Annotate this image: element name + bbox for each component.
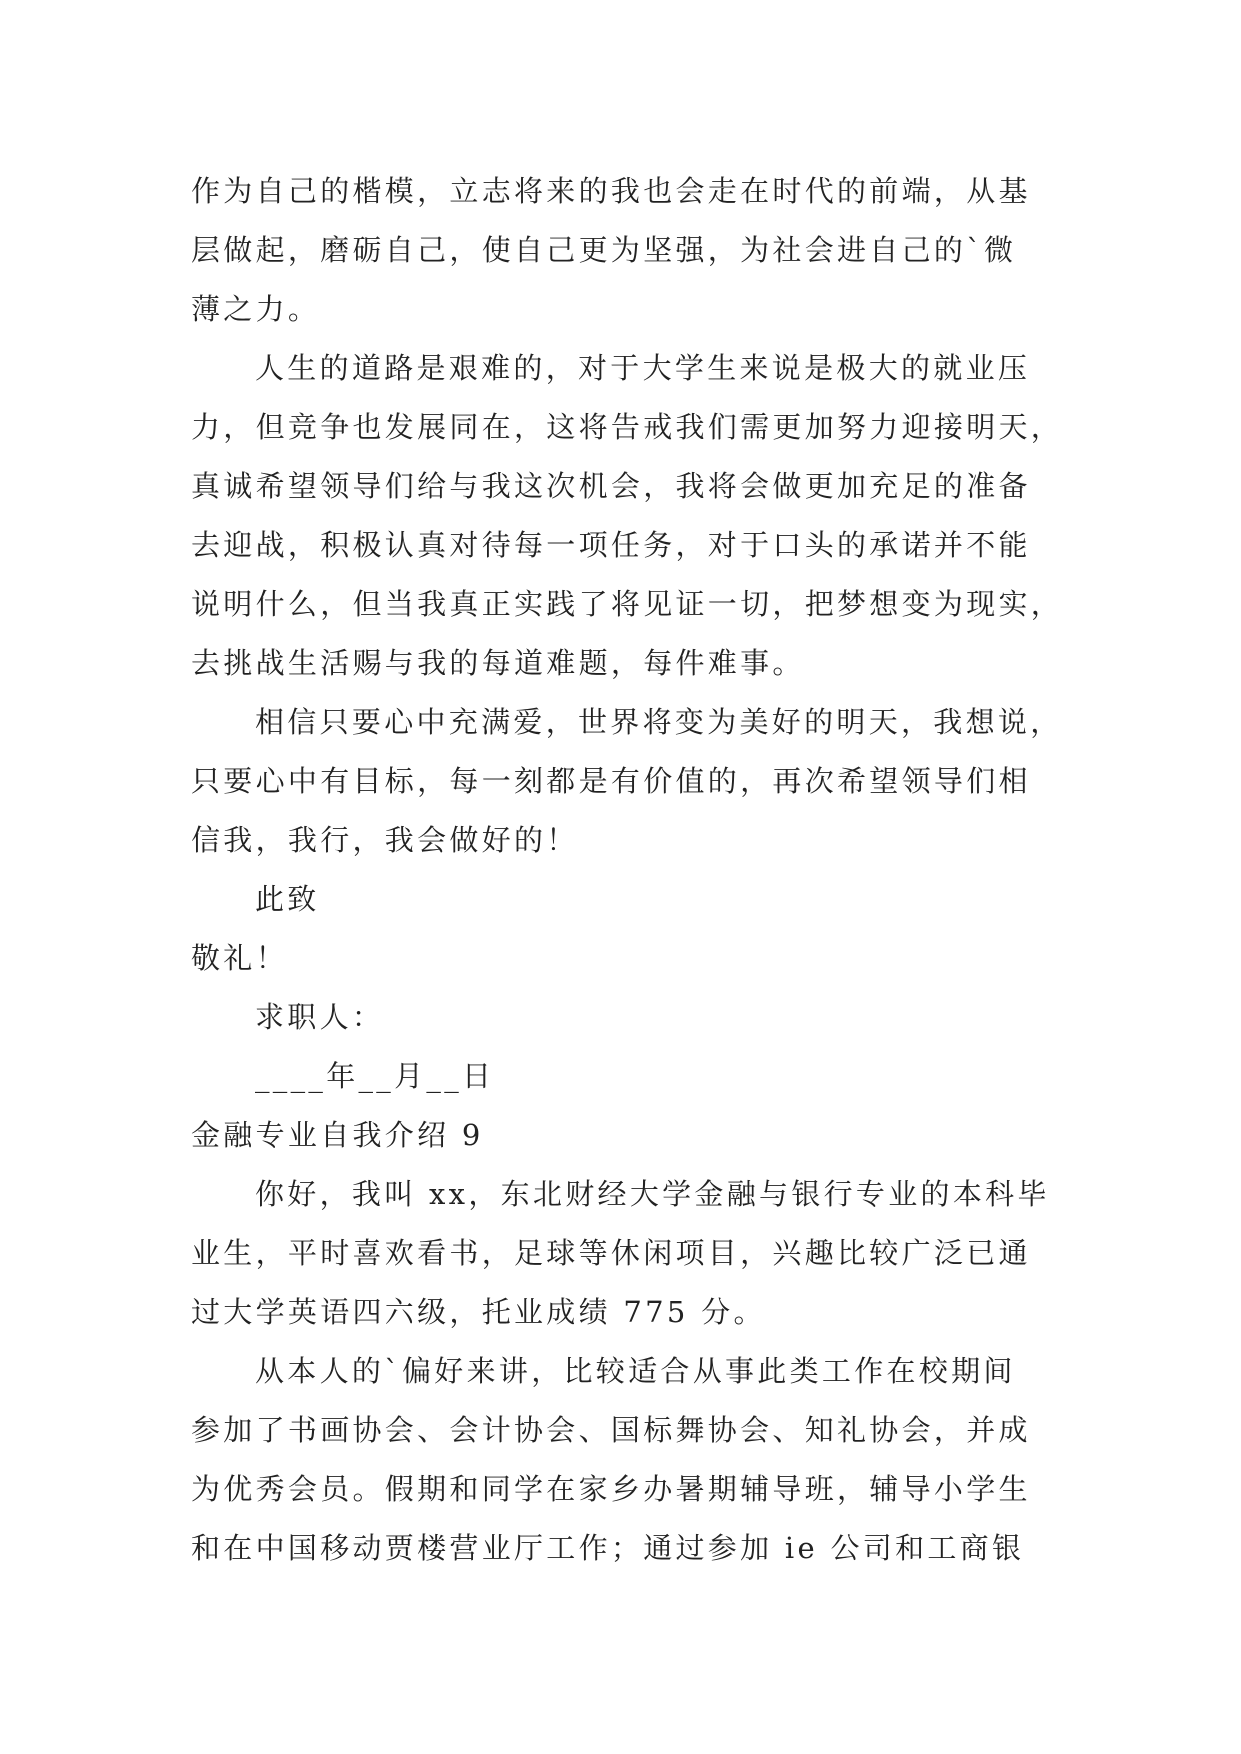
text-line: 和在中国移动贾楼营业厅工作；通过参加 ie 公司和工商银: [191, 1531, 1025, 1565]
text-line: 作为自己的楷模，立志将来的我也会走在时代的前端，从基: [191, 174, 1031, 208]
paragraph-first-line: 相信只要心中充满爱，世界将变为美好的明天，我想说，: [255, 705, 1063, 739]
text-line: 金融专业自我介绍 9: [191, 1118, 484, 1152]
text-line: 过大学英语四六级，托业成绩 775 分。: [191, 1295, 766, 1329]
text-line: 为优秀会员。假期和同学在家乡办暑期辅导班，辅导小学生: [191, 1472, 1031, 1506]
text-line: 敬礼！: [191, 941, 288, 975]
text-line: 去挑战生活赐与我的每道难题，每件难事。: [191, 646, 805, 680]
text-line: 去迎战，积极认真对待每一项任务，对于口头的承诺并不能: [191, 528, 1031, 562]
paragraph-first-line: ____年__月__日: [255, 1059, 495, 1093]
paragraph-first-line: 人生的道路是艰难的，对于大学生来说是极大的就业压: [255, 351, 1031, 385]
text-line: 只要心中有目标，每一刻都是有价值的，再次希望领导们相: [191, 764, 1031, 798]
text-line: 业生，平时喜欢看书，足球等休闲项目，兴趣比较广泛已通: [191, 1236, 1031, 1270]
paragraph-first-line: 你好，我叫 xx，东北财经大学金融与银行专业的本科毕: [255, 1177, 1050, 1211]
text-line: 层做起，磨砺自己，使自己更为坚强，为社会进自己的`微: [191, 233, 1017, 267]
document-body: [191, 162, 1064, 1578]
text-line: 参加了书画协会、会计协会、国标舞协会、知礼协会，并成: [191, 1413, 1031, 1447]
text-line: 真诚希望领导们给与我这次机会，我将会做更加充足的准备: [191, 469, 1031, 503]
text-line: 薄之力。: [191, 292, 321, 326]
text-line: 信我，我行，我会做好的！: [191, 823, 579, 857]
paragraph-first-line: 求职人：: [255, 1000, 385, 1034]
paragraph-first-line: 从本人的`偏好来讲，比较适合从事此类工作在校期间: [255, 1354, 1016, 1388]
paragraph-first-line: 此致: [255, 882, 320, 916]
text-line: 力，但竞争也发展同在，这将告戒我们需更加努力迎接明天，: [191, 410, 1064, 444]
text-line: 说明什么，但当我真正实践了将见证一切，把梦想变为现实，: [191, 587, 1064, 621]
